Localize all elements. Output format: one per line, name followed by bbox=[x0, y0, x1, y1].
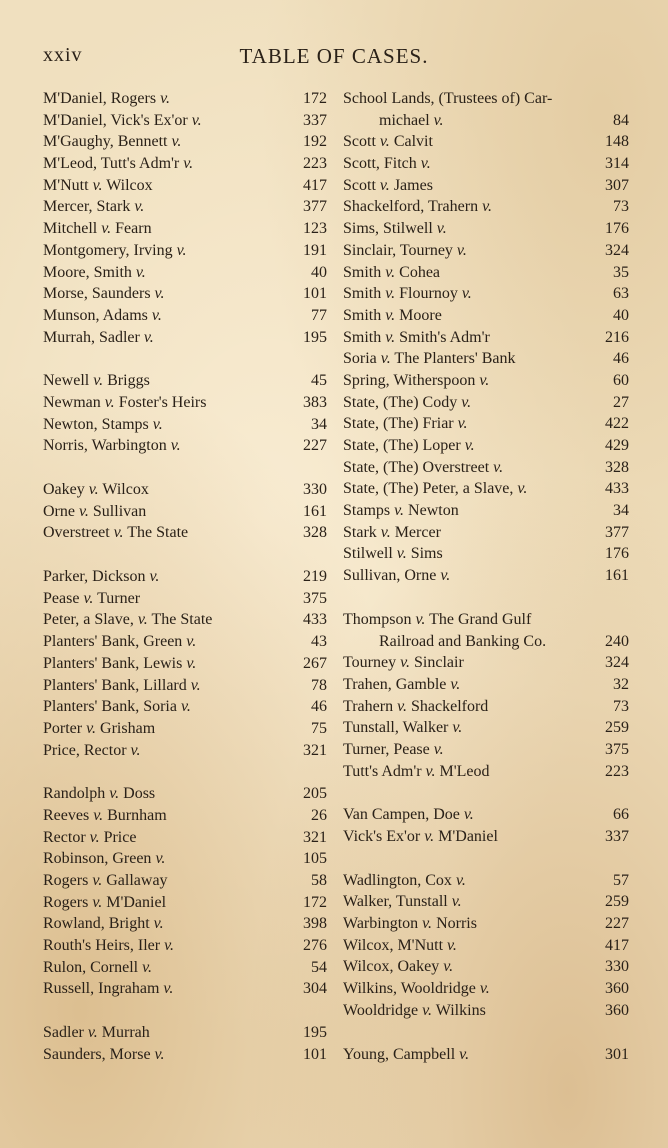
case-entry bbox=[343, 88, 629, 110]
case-name: Munson, Adams v. bbox=[43, 306, 162, 324]
section-gap bbox=[43, 348, 327, 370]
case-page-number: 337 bbox=[605, 828, 629, 845]
case-name: Norris, Warbington v. bbox=[43, 437, 181, 455]
case-name: Planters' Bank, Lillard v. bbox=[43, 676, 201, 694]
case-page-number: 433 bbox=[303, 611, 327, 629]
case-entry bbox=[343, 478, 629, 500]
case-page-number: 73 bbox=[613, 198, 629, 216]
case-page-number: 43 bbox=[311, 633, 327, 651]
case-entry bbox=[343, 457, 629, 479]
case-page-number: 324 bbox=[605, 241, 629, 259]
case-page-number: 324 bbox=[605, 654, 629, 672]
case-entry bbox=[43, 370, 327, 392]
case-name: M'Gaughy, Bennett v. bbox=[43, 133, 182, 151]
case-entry bbox=[343, 565, 629, 587]
case-name: Oakey v. Wilcox bbox=[43, 481, 149, 498]
case-page-number: 377 bbox=[303, 198, 327, 216]
case-page-number: 276 bbox=[303, 937, 327, 955]
case-entry bbox=[343, 153, 629, 175]
case-entry bbox=[343, 240, 629, 262]
case-entry bbox=[43, 262, 327, 284]
case-entry bbox=[343, 262, 629, 284]
right-column bbox=[343, 88, 629, 1065]
case-page-number: 375 bbox=[605, 740, 629, 758]
case-page-number: 192 bbox=[303, 133, 327, 151]
case-page-number: 46 bbox=[311, 698, 327, 716]
case-name: Walker, Tunstall v. bbox=[343, 893, 462, 911]
case-page-number: 195 bbox=[303, 1024, 327, 1042]
case-page-number: 307 bbox=[605, 176, 629, 194]
case-name: Stilwell v. Sims bbox=[343, 545, 443, 563]
case-page-number: 216 bbox=[605, 328, 629, 346]
case-name: Tunstall, Walker v. bbox=[343, 719, 463, 737]
case-name: Trahern v. Shackelford bbox=[343, 697, 489, 715]
case-name: Rogers v. M'Daniel bbox=[43, 893, 167, 911]
case-name: Turner, Pease v. bbox=[343, 740, 444, 758]
case-name: Smith v. Smith's Adm'r bbox=[343, 328, 490, 346]
case-entry bbox=[343, 500, 629, 522]
page-title: TABLE OF CASES. bbox=[239, 44, 429, 68]
case-name: M'Daniel, Rogers v. bbox=[43, 90, 171, 107]
case-page-number: 304 bbox=[303, 980, 327, 998]
case-page-number: 176 bbox=[605, 220, 629, 238]
case-entry bbox=[43, 88, 327, 110]
case-page-number: 422 bbox=[605, 415, 629, 433]
case-entry bbox=[43, 283, 327, 305]
case-page-number: 383 bbox=[303, 393, 327, 411]
case-entry bbox=[343, 327, 629, 349]
case-name: Montgomery, Irving v. bbox=[43, 241, 187, 259]
case-entry bbox=[43, 588, 327, 610]
case-entry bbox=[43, 479, 327, 501]
case-name: Warbington v. Norris bbox=[343, 915, 477, 933]
case-entry bbox=[343, 131, 629, 153]
section-gap bbox=[43, 457, 327, 479]
case-name: Scott v. James bbox=[343, 176, 433, 194]
case-entry bbox=[43, 153, 327, 175]
case-page-number: 337 bbox=[303, 111, 327, 129]
case-page-number: 75 bbox=[311, 719, 327, 737]
case-entry bbox=[343, 1000, 629, 1022]
case-entry bbox=[43, 848, 327, 870]
case-name: Wilcox, M'Nutt v. bbox=[343, 936, 457, 954]
case-entry bbox=[343, 652, 629, 674]
case-entry bbox=[343, 348, 629, 370]
case-page-number: 259 bbox=[605, 893, 629, 911]
case-name: Rogers v. Gallaway bbox=[43, 872, 168, 889]
case-entry bbox=[43, 653, 327, 675]
page-number: xxiv bbox=[43, 44, 83, 66]
case-name: Smith v. Moore bbox=[343, 306, 442, 324]
case-entry bbox=[343, 305, 629, 327]
case-entry bbox=[343, 110, 629, 132]
case-entry bbox=[43, 783, 327, 805]
case-name: Price, Rector v. bbox=[43, 741, 141, 759]
case-entry bbox=[43, 501, 327, 523]
case-name: School Lands, (Trustees of) Car- bbox=[343, 90, 553, 107]
case-entry bbox=[43, 675, 327, 697]
case-page-number: 321 bbox=[303, 741, 327, 759]
case-page-number: 60 bbox=[613, 371, 629, 389]
case-entry bbox=[343, 739, 629, 761]
case-entry bbox=[43, 392, 327, 414]
case-name: Sadler v. Murrah bbox=[43, 1024, 150, 1042]
case-name: Scott v. Calvit bbox=[343, 133, 433, 151]
section-gap bbox=[343, 782, 629, 804]
case-name: Wooldridge v. Wilkins bbox=[343, 1001, 486, 1019]
case-name: Robinson, Green v. bbox=[43, 850, 166, 868]
case-entry bbox=[343, 804, 629, 826]
case-name: Reeves v. Burnham bbox=[43, 806, 167, 824]
case-entry bbox=[43, 957, 327, 979]
case-page-number: 105 bbox=[303, 850, 327, 868]
case-name: Tourney v. Sinclair bbox=[343, 654, 464, 672]
case-name: Pease v. Turner bbox=[43, 589, 141, 607]
case-name: State, (The) Loper v. bbox=[343, 437, 475, 454]
case-entry bbox=[343, 696, 629, 718]
case-name: Trahen, Gamble v. bbox=[343, 675, 461, 693]
case-entry bbox=[343, 392, 629, 414]
case-name: Wilcox, Oakey v. bbox=[343, 958, 454, 976]
case-page-number: 417 bbox=[605, 936, 629, 954]
case-name: Soria v. The Planters' Bank bbox=[343, 350, 516, 368]
case-page-number: 330 bbox=[605, 958, 629, 976]
case-name: Mercer, Stark v. bbox=[43, 198, 145, 216]
case-page-number: 360 bbox=[605, 1001, 629, 1019]
case-page-number: 63 bbox=[613, 285, 629, 303]
case-page-number: 34 bbox=[311, 415, 327, 433]
case-entry bbox=[43, 305, 327, 327]
case-page-number: 227 bbox=[605, 915, 629, 933]
case-page-number: 321 bbox=[303, 828, 327, 846]
section-gap bbox=[43, 1000, 327, 1022]
case-page-number: 45 bbox=[311, 372, 327, 390]
case-page-number: 191 bbox=[303, 241, 327, 259]
case-name: Parker, Dickson v. bbox=[43, 568, 160, 586]
case-name: Overstreet v. The State bbox=[43, 524, 189, 542]
case-name: Murrah, Sadler v. bbox=[43, 328, 154, 346]
case-page-number: 84 bbox=[613, 111, 629, 129]
section-gap bbox=[43, 544, 327, 566]
case-entry bbox=[343, 935, 629, 957]
case-entry bbox=[343, 761, 629, 783]
section-gap bbox=[343, 848, 629, 870]
case-name: michael v. bbox=[379, 111, 444, 129]
case-name: Moore, Smith v. bbox=[43, 263, 146, 281]
case-entry bbox=[43, 892, 327, 914]
case-page-number: 58 bbox=[311, 872, 327, 889]
case-name: Sullivan, Orne v. bbox=[343, 567, 451, 585]
case-name: Porter v. Grisham bbox=[43, 719, 156, 737]
case-entry bbox=[43, 935, 327, 957]
case-name: Mitchell v. Fearn bbox=[43, 220, 152, 238]
case-entry bbox=[343, 370, 629, 392]
case-page-number: 328 bbox=[605, 458, 629, 476]
case-page-number: 377 bbox=[605, 523, 629, 541]
case-page-number: 34 bbox=[613, 502, 629, 520]
case-name: Young, Campbell v. bbox=[343, 1045, 470, 1063]
case-name: Wadlington, Cox v. bbox=[343, 871, 466, 889]
case-page-number: 360 bbox=[605, 980, 629, 998]
case-entry bbox=[343, 826, 629, 848]
case-page-number: 259 bbox=[605, 719, 629, 737]
case-entry bbox=[43, 414, 327, 436]
case-page-number: 267 bbox=[303, 654, 327, 672]
case-name: Morse, Saunders v. bbox=[43, 285, 165, 303]
section-gap bbox=[43, 761, 327, 783]
case-name: Vick's Ex'or v. M'Daniel bbox=[343, 828, 498, 845]
case-name: Rulon, Cornell v. bbox=[43, 958, 153, 976]
case-entry bbox=[43, 827, 327, 849]
case-page-number: 46 bbox=[613, 350, 629, 368]
case-name: State, (The) Friar v. bbox=[343, 415, 468, 433]
case-page-number: 27 bbox=[613, 393, 629, 411]
case-name: Stamps v. Newton bbox=[343, 502, 459, 520]
case-page-number: 429 bbox=[605, 437, 629, 454]
case-entry bbox=[43, 1044, 327, 1066]
case-entry bbox=[343, 891, 629, 913]
case-entry bbox=[43, 1022, 327, 1044]
case-name: Newell v. Briggs bbox=[43, 372, 150, 390]
case-page-number: 101 bbox=[303, 285, 327, 303]
case-entry bbox=[43, 175, 327, 197]
case-name: Wilkins, Wooldridge v. bbox=[343, 980, 490, 998]
case-entry bbox=[343, 913, 629, 935]
case-name: Planters' Bank, Green v. bbox=[43, 633, 197, 651]
case-entry bbox=[343, 283, 629, 305]
case-entry bbox=[43, 609, 327, 631]
case-entry bbox=[43, 870, 327, 892]
case-entry bbox=[343, 435, 629, 457]
case-page-number: 123 bbox=[303, 220, 327, 238]
case-name: Routh's Heirs, Iler v. bbox=[43, 937, 175, 955]
case-page-number: 417 bbox=[303, 176, 327, 194]
case-name: State, (The) Peter, a Slave, v. bbox=[343, 480, 528, 498]
case-name: Rowland, Bright v. bbox=[43, 915, 164, 933]
case-page-number: 330 bbox=[303, 481, 327, 498]
case-page-number: 314 bbox=[605, 155, 629, 173]
case-page-number: 227 bbox=[303, 437, 327, 455]
case-page-number: 398 bbox=[303, 915, 327, 933]
case-entry bbox=[343, 631, 629, 653]
case-page-number: 32 bbox=[613, 675, 629, 693]
case-name: Sims, Stilwell v. bbox=[343, 220, 447, 238]
case-entry bbox=[343, 870, 629, 892]
case-name: M'Daniel, Vick's Ex'or v. bbox=[43, 111, 202, 129]
case-entry bbox=[343, 522, 629, 544]
case-name: Smith v. Flournoy v. bbox=[343, 285, 472, 303]
case-page-number: 219 bbox=[303, 568, 327, 586]
case-name: Peter, a Slave, v. The State bbox=[43, 611, 213, 629]
case-name: Shackelford, Trahern v. bbox=[343, 198, 493, 216]
case-name: M'Leod, Tutt's Adm'r v. bbox=[43, 155, 194, 173]
case-page-number: 375 bbox=[303, 589, 327, 607]
case-page-number: 240 bbox=[605, 632, 629, 650]
case-page-number: 40 bbox=[311, 263, 327, 281]
case-entry bbox=[43, 327, 327, 349]
case-entry bbox=[43, 196, 327, 218]
case-entry bbox=[343, 413, 629, 435]
section-gap bbox=[343, 587, 629, 609]
case-page-number: 433 bbox=[605, 480, 629, 498]
case-page-number: 77 bbox=[311, 306, 327, 324]
case-name: Stark v. Mercer bbox=[343, 523, 441, 541]
case-name: State, (The) Cody v. bbox=[343, 393, 472, 411]
case-name: Thompson v. The Grand Gulf bbox=[343, 610, 532, 628]
case-name: Sinclair, Tourney v. bbox=[343, 241, 467, 259]
case-page-number: 161 bbox=[605, 567, 629, 585]
case-entry bbox=[43, 913, 327, 935]
case-page-number: 172 bbox=[303, 893, 327, 911]
case-entry bbox=[43, 110, 327, 132]
case-entry bbox=[43, 566, 327, 588]
case-page-number: 54 bbox=[311, 958, 327, 976]
case-entry bbox=[43, 805, 327, 827]
case-name: Spring, Witherspoon v. bbox=[343, 371, 490, 389]
case-name: Planters' Bank, Soria v. bbox=[43, 698, 191, 716]
case-page-number: 176 bbox=[605, 545, 629, 563]
case-page-number: 78 bbox=[311, 676, 327, 694]
case-page-number: 205 bbox=[303, 785, 327, 803]
case-entry bbox=[43, 718, 327, 740]
case-page-number: 73 bbox=[613, 697, 629, 715]
case-page-number: 328 bbox=[303, 524, 327, 542]
case-name: Smith v. Cohea bbox=[343, 263, 441, 281]
case-name: M'Nutt v. Wilcox bbox=[43, 176, 153, 194]
case-page-number: 172 bbox=[303, 90, 327, 107]
left-column bbox=[43, 88, 327, 1066]
case-entry bbox=[43, 740, 327, 762]
case-name: Rector v. Price bbox=[43, 828, 137, 846]
case-page-number: 195 bbox=[303, 328, 327, 346]
case-page-number: 161 bbox=[303, 502, 327, 520]
case-name: Scott, Fitch v. bbox=[343, 155, 431, 173]
case-entry bbox=[43, 631, 327, 653]
case-entry bbox=[343, 175, 629, 197]
case-entry bbox=[343, 218, 629, 240]
case-entry bbox=[343, 543, 629, 565]
case-page-number: 40 bbox=[613, 306, 629, 324]
case-name: Planters' Bank, Lewis v. bbox=[43, 654, 197, 672]
case-page-number: 223 bbox=[303, 155, 327, 173]
case-page-number: 66 bbox=[613, 806, 629, 824]
case-name: Randolph v. Doss bbox=[43, 785, 156, 803]
case-page-number: 223 bbox=[605, 762, 629, 780]
case-name: Saunders, Morse v. bbox=[43, 1045, 165, 1063]
section-gap bbox=[343, 1022, 629, 1044]
case-entry bbox=[343, 717, 629, 739]
case-name: Railroad and Banking Co. bbox=[379, 632, 547, 650]
case-entry bbox=[43, 240, 327, 262]
case-entry bbox=[43, 696, 327, 718]
case-page-number: 57 bbox=[613, 871, 629, 889]
case-page-number: 301 bbox=[605, 1045, 629, 1063]
case-page-number: 35 bbox=[613, 263, 629, 281]
case-entry bbox=[43, 978, 327, 1000]
case-name: Newton, Stamps v. bbox=[43, 415, 163, 433]
case-page-number: 101 bbox=[303, 1045, 327, 1063]
case-name: Orne v. Sullivan bbox=[43, 502, 147, 520]
case-entry bbox=[43, 522, 327, 544]
case-entry bbox=[343, 674, 629, 696]
case-entry bbox=[343, 1044, 629, 1066]
case-entry bbox=[343, 196, 629, 218]
case-entry bbox=[43, 218, 327, 240]
case-page-number: 26 bbox=[311, 806, 327, 824]
case-name: Tutt's Adm'r v. M'Leod bbox=[343, 762, 490, 780]
case-name: Newman v. Foster's Heirs bbox=[43, 393, 207, 411]
case-page-number: 148 bbox=[605, 133, 629, 151]
case-entry bbox=[43, 131, 327, 153]
case-name: Van Campen, Doe v. bbox=[343, 806, 474, 824]
case-entry bbox=[43, 435, 327, 457]
case-entry bbox=[343, 956, 629, 978]
case-entry bbox=[343, 609, 629, 631]
case-entry bbox=[343, 978, 629, 1000]
case-name: State, (The) Overstreet v. bbox=[343, 458, 504, 476]
case-name: Russell, Ingraham v. bbox=[43, 980, 174, 998]
